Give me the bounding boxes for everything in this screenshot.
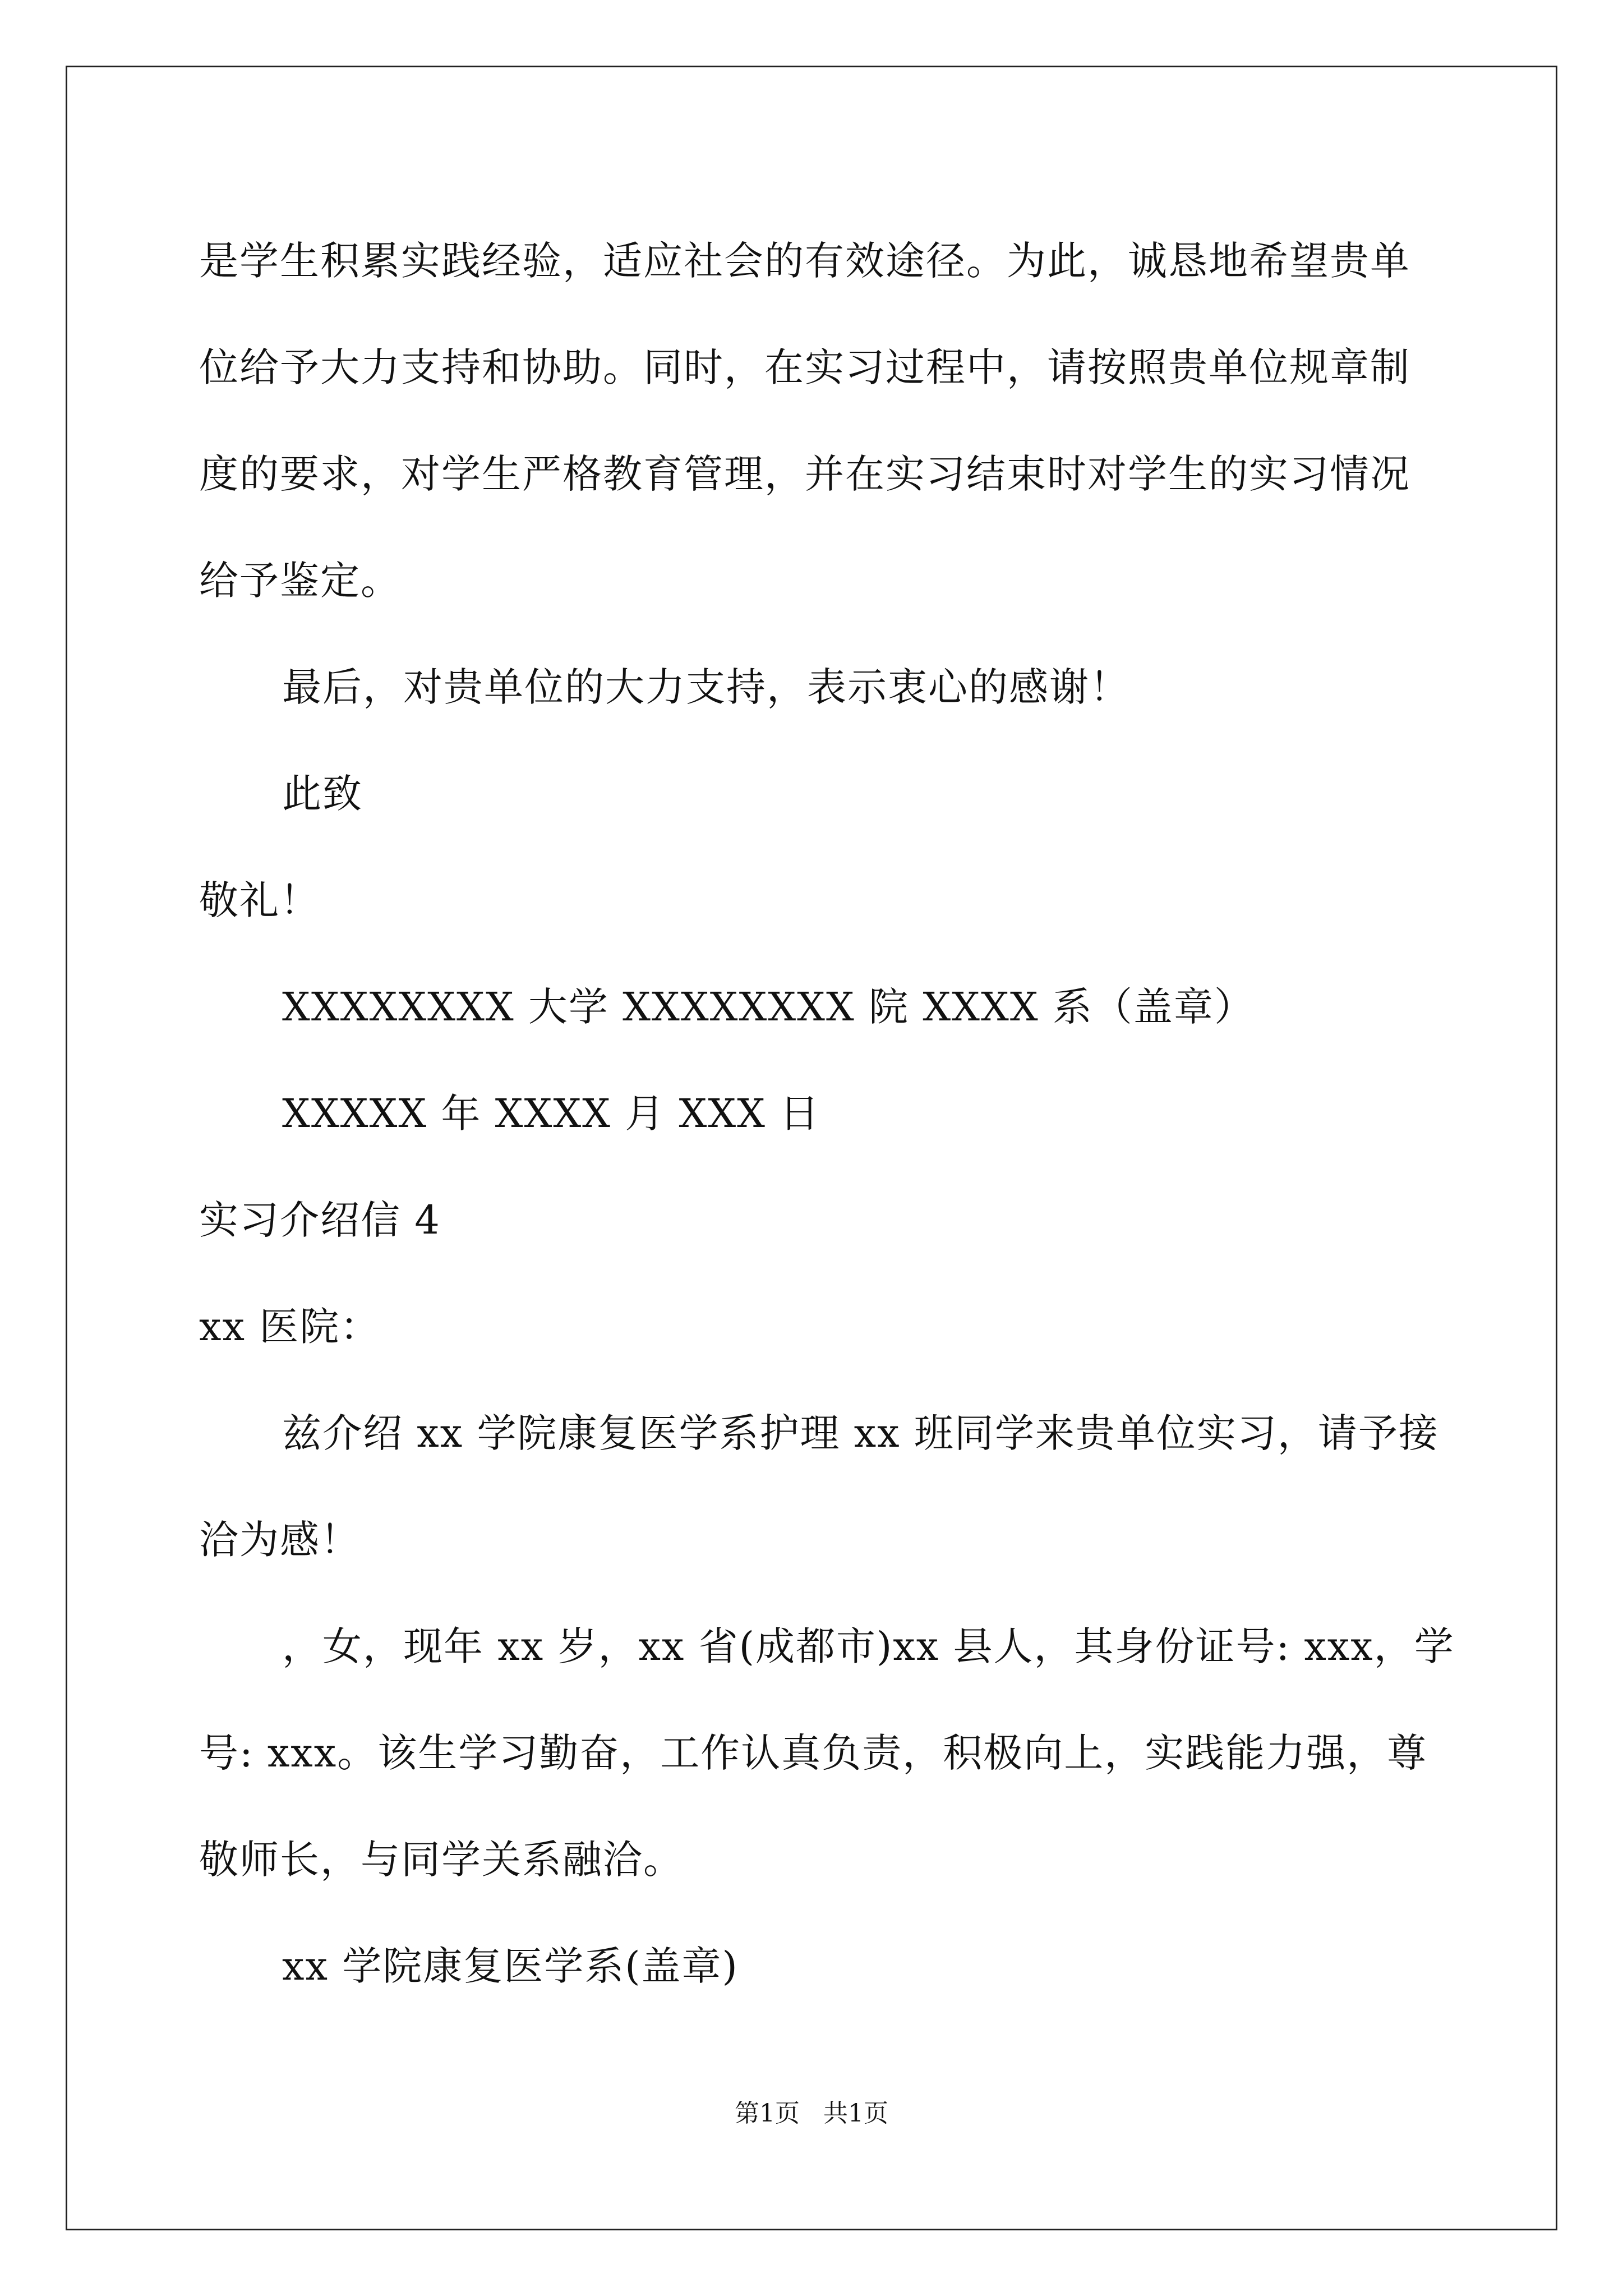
text-line: ，女，现年 xx 岁，xx 省(成都市)xx 县人，其身份证号: xxx，学: [282, 1623, 1455, 1669]
text-line: 度的要求，对学生严格教育管理，并在实习结束时对学生的实习情况: [199, 451, 1410, 497]
issuer-line: xx 学院康复医学系(盖章): [282, 1943, 739, 1989]
page-footer: [0, 2097, 1623, 2131]
text-line: 洽为感！: [199, 1517, 361, 1563]
text-line: 号: xxx。该生学习勤奋，工作认真负责，积极向上，实践能力强，尊: [199, 1730, 1428, 1776]
thanks-line: 最后，对贵单位的大力支持，表示衷心的感谢！: [282, 664, 1130, 710]
text-line: 位给予大力支持和协助。同时，在实习过程中，请按照贵单位规章制: [199, 344, 1410, 390]
text-line: 是学生积累实践经验，适应社会的有效途径。为此，诚恳地希望贵单: [199, 238, 1410, 284]
date-line: XXXXX 年 XXXX 月 XXX 日: [282, 1091, 820, 1137]
text-line: 兹介绍 xx 学院康复医学系护理 xx 班同学来贵单位实习，请予接: [282, 1410, 1439, 1456]
signature-line: XXXXXXXX 大学 XXXXXXXX 院 XXXX 系（盖章）: [282, 984, 1255, 1030]
closing-regards: 敬礼！: [199, 877, 320, 923]
document-body: [199, 208, 1455, 2019]
closing-salutation: 此致: [282, 771, 363, 817]
page-number: 第1页: [735, 2099, 800, 2128]
page-total: 共1页: [823, 2099, 888, 2128]
section-title: 实习介绍信 4: [199, 1197, 441, 1243]
text-line: 给予鉴定。: [199, 558, 401, 604]
text-line: 敬师长，与同学关系融洽。: [199, 1837, 684, 1883]
addressee: xx 医院：: [199, 1304, 381, 1350]
